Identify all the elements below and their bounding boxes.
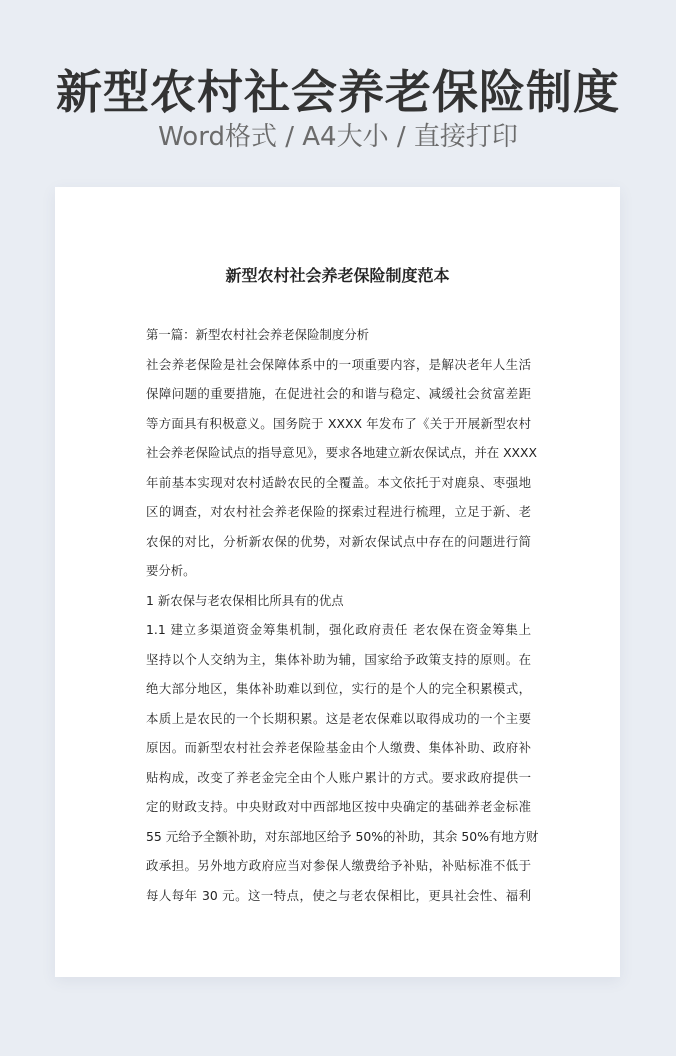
page-title: 新型农村社会养老保险制度 [56, 65, 620, 119]
page-subtitle: Word格式 / A4大小 / 直接打印 [158, 122, 518, 152]
body-line: 本质上是农民的一个长期积累。这是老农保难以取得成功的一个主要 [146, 710, 531, 726]
body-line: 要分析。 [146, 563, 196, 578]
body-line: 社会养老保险试点的指导意见》，要求各地建立新农保试点，并在 XXXX [146, 445, 538, 460]
document-paper [55, 187, 620, 977]
document-body [146, 320, 539, 910]
body-line: 政承担。另外地方政府应当对参保人缴费给予补贴，补贴标准不低于 [146, 858, 531, 873]
body-line: 社会养老保险是社会保障体系中的一项重要内容，是解决老年人生活 [146, 356, 531, 372]
subsection-heading: 1 新农保与老农保相比所具有的优点 [146, 592, 344, 608]
body-line: 定的财政支持。中央财政对中西部地区按中央确定的基础养老金标准 [146, 799, 531, 814]
body-line: 农保的对比，分析新农保的优势，对新农保试点中存在的问题进行简 [146, 533, 531, 549]
body-line: 区的调查，对农村社会养老保险的探索过程进行梳理，立足于新、老 [146, 504, 531, 519]
section-heading: 第一篇：新型农村社会养老保险制度分析 [146, 327, 370, 342]
body-line: 55 元给予全额补助，对东部地区给予 50%的补助，其余 50%有地方财 [146, 828, 539, 844]
body-line: 等方面具有积极意义。国务院于 XXXX 年发布了《关于开展新型农村 [146, 415, 531, 431]
body-line: 贴构成，改变了养老金完全由个人账户累计的方式。要求政府提供一 [146, 769, 531, 785]
body-line: 原因。而新型农村社会养老保险基金由个人缴费、集体补助、政府补 [146, 740, 531, 755]
body-line: 每人每年 30 元。这一特点，使之与老农保相比，更具社会性、福利 [146, 887, 531, 903]
body-line: 坚持以个人交纳为主，集体补助为辅，国家给予政策支持的原则。在 [146, 651, 531, 667]
body-line: 年前基本实现对农村适龄农民的全覆盖。本文依托于对鹿泉、枣强地 [146, 474, 531, 490]
body-line: 保障问题的重要措施，在促进社会的和谐与稳定、减缓社会贫富差距 [146, 386, 531, 401]
document-title: 新型农村社会养老保险制度范本 [225, 266, 450, 285]
body-line: 绝大部分地区，集体补助难以到位，实行的是个人的完全积累模式， [146, 681, 531, 696]
body-line: 1.1 建立多渠道资金筹集机制，强化政府责任 老农保在资金筹集上 [146, 622, 531, 637]
